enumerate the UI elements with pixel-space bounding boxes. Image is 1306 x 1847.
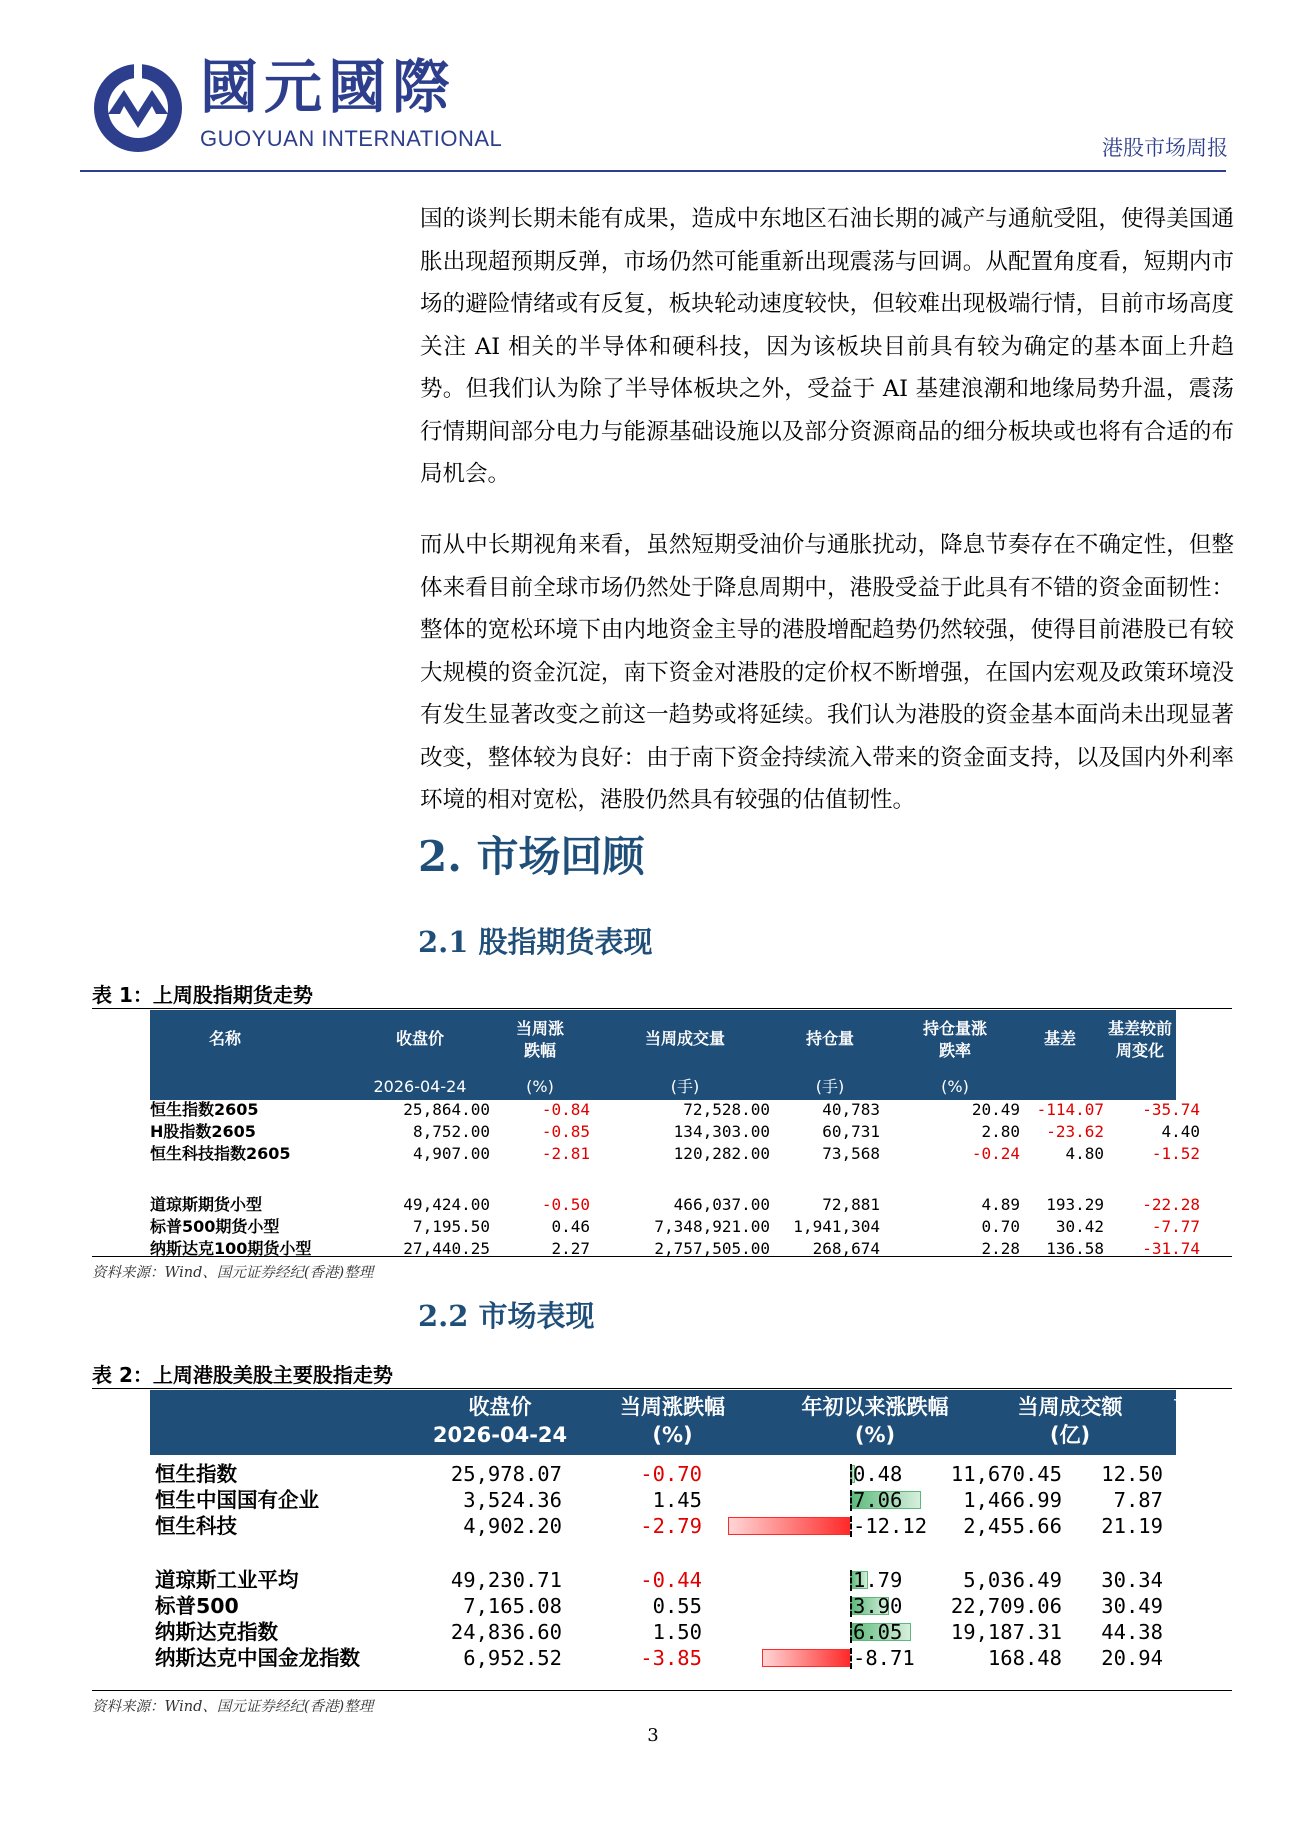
table-row-name: 纳斯达克中国金龙指数 <box>155 1646 360 1670</box>
table-cell-turnover: 22,709.06 <box>950 1594 1062 1618</box>
t2-header-turnover-unit: (亿) <box>1049 1423 1091 1447</box>
t2-header-pe: 市盈率 <box>1173 1395 1237 1419</box>
table-cell-basis_chg: 4.40 <box>1161 1122 1200 1141</box>
t1-header-name: 名称 <box>208 1029 241 1048</box>
t1-header-volume: 当周成交量 <box>644 1029 725 1048</box>
t2-header-ytd: 年初以来涨跌幅 <box>801 1395 949 1419</box>
table-cell-close: 25,978.07 <box>450 1462 562 1486</box>
t1-header-basischg-1: 基差较前 <box>1107 1019 1172 1038</box>
table-cell-close: 7,195.50 <box>412 1217 490 1236</box>
table-cell-oi: 268,674 <box>812 1239 880 1258</box>
t2-header-close: 收盘价 <box>468 1395 532 1419</box>
table-cell-oi: 73,568 <box>822 1144 880 1163</box>
table-cell-turnover: 1,466.99 <box>963 1488 1062 1512</box>
table-cell-weekly-change: 1.50 <box>652 1620 702 1644</box>
table-cell-pe: 30.49 <box>1101 1594 1163 1618</box>
table2-caption: 表 2：上周港股美股主要股指走势 <box>92 1363 393 1387</box>
table2-bottom-rule <box>92 1690 1232 1691</box>
table-cell-weekly-change: -2.79 <box>640 1514 702 1538</box>
t2-header-chg: 当周涨跌幅 <box>620 1395 725 1419</box>
table-cell-chg: -0.50 <box>541 1195 590 1214</box>
table-cell-ytd-change: 3.90 <box>853 1594 903 1618</box>
report-title: 港股市场周报 <box>1102 136 1228 160</box>
table-cell-turnover: 19,187.31 <box>950 1620 1062 1644</box>
table1-top-rule <box>92 1008 1232 1009</box>
table-cell-oi_chg: 4.89 <box>981 1195 1020 1214</box>
t1-header-close: 收盘价 <box>395 1029 444 1048</box>
table-cell-vol: 7,348,921.00 <box>654 1217 770 1236</box>
table-cell-ytd-change: 0.48 <box>853 1462 903 1486</box>
ytd-axis-line <box>850 1464 852 1485</box>
table-cell-pe: 12.50 <box>1101 1462 1163 1486</box>
table-row-name: 恒生指数2605 <box>150 1100 259 1119</box>
table-cell-ytd-change: 1.79 <box>853 1568 903 1592</box>
ytd-bar-negative <box>728 1517 850 1535</box>
table2-header <box>150 1390 1237 1455</box>
table-cell-basis: -23.62 <box>1046 1122 1104 1141</box>
table-cell-basis_chg: -1.52 <box>1151 1144 1200 1163</box>
table-cell-pe: 7.87 <box>1113 1488 1163 1512</box>
ytd-axis-line <box>850 1596 852 1617</box>
table-cell-oi_chg: 0.70 <box>981 1217 1020 1236</box>
table1-caption: 表 1：上周股指期货走势 <box>92 983 313 1007</box>
table-row-name: H股指数2605 <box>150 1122 256 1141</box>
table-cell-close: 7,165.08 <box>463 1594 562 1618</box>
table-cell-weekly-change: 0.55 <box>652 1594 702 1618</box>
table-cell-oi: 60,731 <box>822 1122 880 1141</box>
t2-header-turnover: 当周成交额 <box>1017 1395 1123 1419</box>
ytd-axis-line <box>850 1648 852 1669</box>
brand-name-cn: 國元國際 <box>200 53 457 121</box>
table-cell-basis_chg: -22.28 <box>1142 1195 1200 1214</box>
table-cell-ytd-change: 7.06 <box>853 1488 903 1512</box>
page-number: 3 <box>647 1725 659 1746</box>
table-cell-pe: 21.19 <box>1101 1514 1163 1538</box>
table-cell-close: 49,424.00 <box>403 1195 490 1214</box>
table-cell-basis: 136.58 <box>1046 1239 1104 1258</box>
t1-header-chg-1: 当周涨 <box>515 1019 564 1038</box>
table1-bottom-rule <box>92 1256 1232 1257</box>
table-cell-close: 6,952.52 <box>463 1646 562 1670</box>
table-cell-vol: 134,303.00 <box>673 1122 770 1141</box>
table-cell-chg: 2.27 <box>551 1239 590 1258</box>
t1-header-basischg-2: 周变化 <box>1115 1041 1164 1060</box>
table-cell-basis: 30.42 <box>1055 1217 1104 1236</box>
t2-header-close-date: 2026-04-24 <box>432 1423 568 1447</box>
table-cell-basis_chg: -31.74 <box>1142 1239 1200 1258</box>
table-cell-close: 25,864.00 <box>403 1100 490 1119</box>
table-cell-vol: 72,528.00 <box>683 1100 770 1119</box>
table-cell-oi: 72,881 <box>822 1195 880 1214</box>
t1-header-oichg-1: 持仓量涨 <box>922 1019 987 1038</box>
t1-header-close-date: 2026-04-24 <box>373 1077 467 1096</box>
table-cell-close: 49,230.71 <box>450 1568 562 1592</box>
table-cell-close: 24,836.60 <box>450 1620 562 1644</box>
header-divider <box>80 170 1226 172</box>
paragraph-1: 国的谈判长期未能有成果，造成中东地区石油长期的减产与通航受阻，使得美国通胀出现超预期反弹，市场仍然可能重新出现震荡与回调。从配置角度看，短期内市场的避险情绪或有反复，板块轮动速度较快，但较难出现极端行情，目前市场高度关注 AI 相关的半导体和硬科技，因为该板块目前具有较为确定的基本面上升趋势。但我们认为除了半导体板块之外，受益于 AI 基建浪潮和地缘局势升温，震荡行情期间部分电力与能源基础设施以及部分资源商品的细分板块或也将有合适的布局机会。 <box>420 206 1234 487</box>
table-cell-close: 27,440.25 <box>403 1239 490 1258</box>
t2-header-chg-unit: (%) <box>652 1423 693 1447</box>
t1-header-basis: 基差 <box>1043 1029 1076 1048</box>
table-row-name: 道琼斯工业平均 <box>155 1568 299 1592</box>
table-cell-oi: 40,783 <box>822 1100 880 1119</box>
table-row-name: 纳斯达克指数 <box>155 1620 278 1644</box>
table-cell-oi: 1,941,304 <box>793 1217 880 1236</box>
table-cell-basis: -114.07 <box>1036 1100 1104 1119</box>
table-cell-turnover: 5,036.49 <box>963 1568 1062 1592</box>
table-row-name: 纳斯达克100期货小型 <box>150 1239 312 1258</box>
table-cell-weekly-change: -0.44 <box>640 1568 702 1592</box>
brand-name-en: GUOYUAN INTERNATIONAL <box>200 126 503 151</box>
table2-top-rule <box>92 1388 1232 1389</box>
table2-source: 资料来源：Wind、国元证券经纪(香港)整理 <box>92 1699 374 1715</box>
table-row-name: 标普500 <box>155 1594 239 1618</box>
table-cell-pe: 20.94 <box>1101 1646 1163 1670</box>
table-cell-vol: 2,757,505.00 <box>654 1239 770 1258</box>
table-cell-vol: 120,282.00 <box>673 1144 770 1163</box>
t1-header-oi: 持仓量 <box>805 1029 854 1048</box>
table-cell-weekly-change: -0.70 <box>640 1462 702 1486</box>
table-cell-oi_chg: 2.80 <box>981 1122 1020 1141</box>
t1-header-oichg-unit: (%) <box>941 1077 969 1096</box>
section-heading-2-1: 2.1 股指期货表现 <box>418 925 653 959</box>
table-cell-ytd-change: -8.71 <box>853 1646 915 1670</box>
table-cell-close: 4,902.20 <box>463 1514 562 1538</box>
table-cell-turnover: 168.48 <box>987 1646 1062 1670</box>
table-cell-ytd-change: -12.12 <box>853 1514 928 1538</box>
table-cell-close: 4,907.00 <box>412 1144 490 1163</box>
table-cell-close: 3,524.36 <box>463 1488 562 1512</box>
table-cell-ytd-change: 6.05 <box>853 1620 903 1644</box>
table-cell-chg: -0.85 <box>541 1122 590 1141</box>
table-row-name: 标普500期货小型 <box>150 1217 280 1236</box>
guoyuan-logo-icon <box>90 60 186 156</box>
table-cell-oi_chg: 2.28 <box>981 1239 1020 1258</box>
t2-header-ytd-unit: (%) <box>854 1423 896 1447</box>
section-heading-2-2: 2.2 市场表现 <box>418 1299 595 1333</box>
table-cell-vol: 466,037.00 <box>673 1195 770 1214</box>
ytd-axis-line <box>850 1570 852 1591</box>
table-cell-close: 8,752.00 <box>412 1122 490 1141</box>
table-cell-oi_chg: -0.24 <box>971 1144 1020 1163</box>
table-cell-chg: 0.46 <box>551 1217 590 1236</box>
table1-header <box>150 1010 1176 1100</box>
ytd-axis-line <box>850 1490 852 1511</box>
ytd-axis-line <box>850 1516 852 1537</box>
table-row-name: 恒生科技指数2605 <box>150 1144 291 1163</box>
table-cell-pe: 30.34 <box>1101 1568 1163 1592</box>
table-row-name: 恒生中国国有企业 <box>155 1488 319 1512</box>
section-heading-2: 2. 市场回顾 <box>418 832 645 881</box>
table-cell-chg: -0.84 <box>541 1100 590 1119</box>
table-cell-basis: 193.29 <box>1046 1195 1104 1214</box>
table-cell-turnover: 11,670.45 <box>950 1462 1062 1486</box>
t1-header-oichg-2: 跌率 <box>938 1041 971 1060</box>
table-cell-pe: 44.38 <box>1101 1620 1163 1644</box>
table-cell-basis: 4.80 <box>1065 1144 1104 1163</box>
ytd-axis-line <box>850 1622 852 1643</box>
ytd-bar-negative <box>762 1649 850 1667</box>
table-cell-weekly-change: 1.45 <box>652 1488 702 1512</box>
t1-header-volume-unit: (手) <box>670 1077 700 1096</box>
t1-header-chg-unit: (%) <box>526 1077 554 1096</box>
t1-header-chg-2: 跌幅 <box>523 1041 556 1060</box>
table1-source: 资料来源：Wind、国元证券经纪(香港)整理 <box>92 1265 374 1281</box>
table-row-name: 道琼斯期货小型 <box>150 1195 263 1214</box>
brand-logo <box>90 60 186 156</box>
table-cell-chg: -2.81 <box>541 1144 590 1163</box>
t1-header-oi-unit: (手) <box>815 1077 845 1096</box>
table-cell-turnover: 2,455.66 <box>963 1514 1062 1538</box>
table-row-name: 恒生指数 <box>155 1462 237 1486</box>
table-row-name: 恒生科技 <box>155 1514 237 1538</box>
paragraph-2: 而从中长期视角来看，虽然短期受油价与通胀扰动，降息节奏存在不确定性，但整体来看目前全球市场仍然处于降息周期中，港股受益于此具有不错的资金面韧性：整体的宽松环境下由内地资金主导的港股增配趋势仍然较强，使得目前港股已有较大规模的资金沉淀，南下资金对港股的定价权不断增强，在国内宏观及政策环境没有发生显著改变之前这一趋势或将延续。我们认为港股的资金基本面尚未出现显著改变，整体较为良好：由于南下资金持续流入带来的资金面支持，以及国内外利率环境的相对宽松，港股仍然具有较强的估值韧性。 <box>420 532 1234 813</box>
table-cell-weekly-change: -3.85 <box>640 1646 702 1670</box>
table-cell-basis_chg: -7.77 <box>1151 1217 1200 1236</box>
table-cell-oi_chg: 20.49 <box>971 1100 1020 1119</box>
table-cell-basis_chg: -35.74 <box>1142 1100 1200 1119</box>
